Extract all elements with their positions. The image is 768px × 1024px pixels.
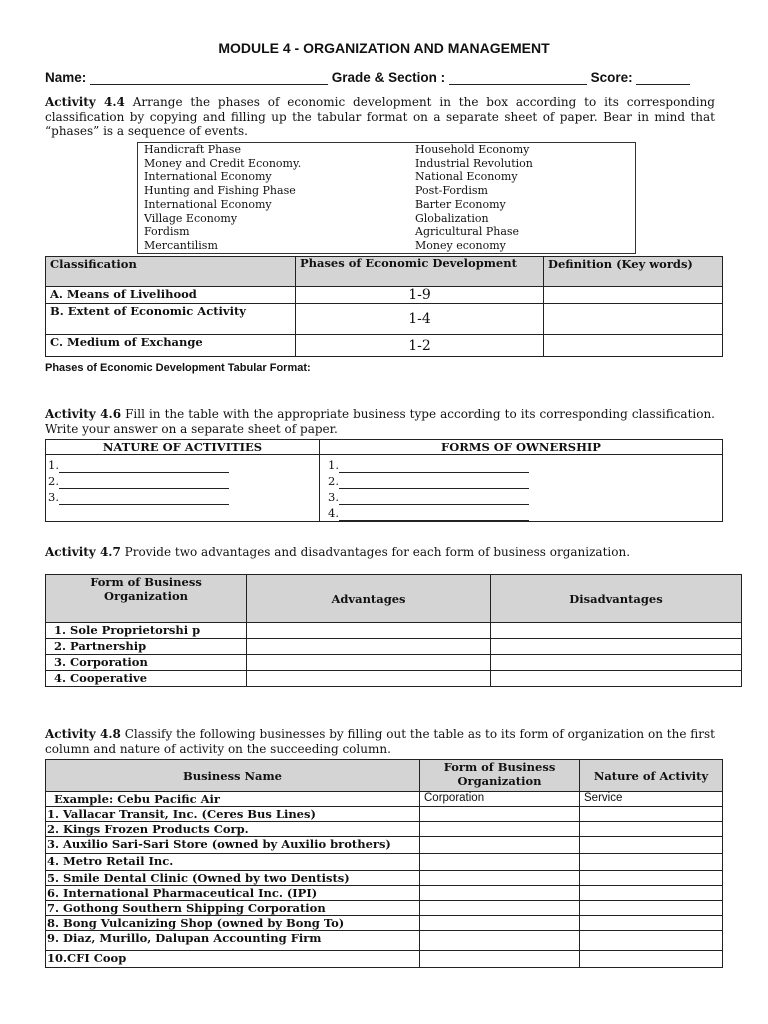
- forms-of-ownership-cell: [320, 455, 723, 522]
- business-form-row: [46, 671, 742, 687]
- business-name-cell: 4. Metro Retail Inc.: [46, 854, 420, 871]
- answer-line[interactable]: [48, 473, 319, 489]
- business-form-row: [46, 655, 742, 671]
- phase-item: Post-Fordism: [415, 184, 488, 198]
- answer-blank[interactable]: [339, 462, 529, 473]
- business-name-cell: 8. Bong Vulcanizing Shop (owned by Bong To): [46, 916, 420, 931]
- business-row: [46, 886, 723, 901]
- answer-blank[interactable]: [59, 462, 229, 473]
- form-of-organization-cell[interactable]: [420, 901, 580, 916]
- classification-cell: A. Means of Livelihood: [46, 287, 296, 304]
- answer-line[interactable]: [48, 457, 319, 473]
- answer-number: 3.: [328, 490, 339, 504]
- business-name-cell: 5. Smile Dental Clinic (Owned by two Dentists): [46, 871, 420, 886]
- answer-blank[interactable]: [339, 478, 529, 489]
- activity-4-8-instructions: [45, 727, 715, 756]
- business-row: [46, 837, 723, 854]
- form-of-organization-cell[interactable]: [420, 807, 580, 822]
- answer-number: 4.: [328, 506, 339, 520]
- form-of-organization-cell[interactable]: [420, 822, 580, 837]
- example-business-name: Example: Cebu Pacific Air: [46, 792, 420, 807]
- phases-cell[interactable]: 1-4: [296, 304, 544, 335]
- definition-cell[interactable]: [544, 287, 723, 304]
- phase-item: Money and Credit Economy.: [144, 156, 302, 170]
- activity-4-7-instructions: [45, 545, 715, 560]
- classification-row: [46, 287, 723, 304]
- classification-cell: B. Extent of Economic Activity: [46, 304, 296, 335]
- business-row: [46, 871, 723, 886]
- activity-4-6-instructions: [45, 407, 715, 436]
- nature-of-activity-cell[interactable]: [580, 886, 723, 901]
- answer-line[interactable]: [328, 457, 722, 473]
- answer-line[interactable]: [328, 473, 722, 489]
- business-name-cell: 6. International Pharmaceutical Inc. (IPI): [46, 886, 420, 901]
- activity-4-4-text: Arrange the phases of economic development in the box according to its corresponding classification by copying and filling up the tabular format on a separate sheet of paper. Bear in mind that “phases” is a sequence of events.: [45, 95, 715, 138]
- score-label: Score:: [590, 70, 633, 85]
- business-form-row: [46, 623, 742, 639]
- header-nature-of-activities: NATURE OF ACTIVITIES: [46, 440, 320, 455]
- classification-row: [46, 304, 723, 335]
- phase-item: Household Economy: [415, 143, 530, 156]
- form-of-organization-cell[interactable]: [420, 931, 580, 951]
- header-disadvantages: Disadvantages: [491, 575, 742, 623]
- activity-4-6-text: Fill in the table with the appropriate business type according to its corresponding classification. Write your answer on a separate sheet of paper.: [45, 407, 715, 436]
- student-info-line: [45, 70, 690, 85]
- header-form-of-organization: Form of Business Organization: [420, 760, 580, 792]
- phase-item: International Economy: [144, 170, 272, 184]
- nature-of-activity-cell[interactable]: [580, 837, 723, 854]
- header-forms-of-ownership: FORMS OF OWNERSHIP: [320, 440, 723, 455]
- answer-blank[interactable]: [59, 478, 229, 489]
- nature-of-activities-cell: [46, 455, 320, 522]
- form-of-organization-cell[interactable]: [420, 871, 580, 886]
- business-name-cell: 10.CFI Coop: [46, 951, 420, 968]
- activity-4-8-label: Activity 4.8: [45, 727, 121, 741]
- phases-box-right-column: [415, 143, 533, 253]
- nature-of-activity-cell[interactable]: [580, 854, 723, 871]
- business-row: [46, 901, 723, 916]
- business-form-cell: 1. Sole Proprietorshi p: [46, 623, 247, 639]
- answer-number: 1.: [48, 458, 59, 472]
- phase-item: Village Economy: [144, 211, 238, 225]
- business-name-cell: 1. Vallacar Transit, Inc. (Ceres Bus Lines): [46, 807, 420, 822]
- business-name-cell: 3. Auxilio Sari-Sari Store (owned by Auxilio brothers): [46, 837, 420, 854]
- page-title: MODULE 4 - ORGANIZATION AND MANAGEMENT: [218, 40, 550, 56]
- activity-4-8-text: Classify the following businesses by filling out the table as to its form of organization on the first column and nature of activity on the succeeding column.: [45, 727, 715, 756]
- disadvantages-cell[interactable]: [491, 639, 742, 655]
- header-form-of-business: Form of Business Organization: [46, 575, 247, 623]
- form-of-organization-cell[interactable]: [420, 951, 580, 968]
- phase-item: National Economy: [415, 170, 518, 184]
- activity-4-6-label: Activity 4.6: [45, 407, 122, 421]
- phase-item: Industrial Revolution: [415, 156, 533, 170]
- grade-section-field[interactable]: [449, 74, 587, 85]
- nature-of-activity-cell[interactable]: [580, 807, 723, 822]
- example-form: Corporation: [420, 792, 580, 807]
- nature-of-activity-cell[interactable]: [580, 931, 723, 951]
- classification-row: [46, 335, 723, 357]
- classification-cell: C. Medium of Exchange: [46, 335, 296, 357]
- grade-section-label: Grade & Section :: [331, 70, 446, 85]
- business-row: [46, 854, 723, 871]
- header-advantages: Advantages: [247, 575, 491, 623]
- business-form-row: [46, 639, 742, 655]
- answer-blank[interactable]: [339, 510, 529, 521]
- header-phases: Phases of Economic Development: [296, 257, 544, 287]
- name-label: Name:: [45, 70, 87, 85]
- phase-item: Fordism: [144, 225, 190, 239]
- answer-number: 1.: [328, 458, 339, 472]
- answer-line[interactable]: [328, 489, 722, 505]
- nature-of-activity-cell[interactable]: [580, 901, 723, 916]
- header-definition: Definition (Key words): [544, 257, 723, 287]
- business-row: [46, 931, 723, 951]
- phases-cell[interactable]: 1-9: [296, 287, 544, 304]
- name-field[interactable]: [90, 74, 328, 85]
- phase-item: Globalization: [415, 211, 489, 225]
- business-name-cell: 9. Diaz, Murillo, Dalupan Accounting Firm: [46, 931, 420, 951]
- disadvantages-cell[interactable]: [491, 671, 742, 687]
- header-classification: Classification: [46, 257, 296, 287]
- nature-of-activity-cell[interactable]: [580, 822, 723, 837]
- business-form-cell: 2. Partnership: [46, 639, 247, 655]
- advantages-cell[interactable]: [247, 639, 491, 655]
- activity-4-7-table: [45, 574, 742, 687]
- phases-box-left-column: [144, 143, 301, 253]
- business-name-cell: 2. Kings Frozen Products Corp.: [46, 822, 420, 837]
- phases-cell[interactable]: 1-2: [296, 335, 544, 357]
- business-row: [46, 807, 723, 822]
- business-row: [46, 822, 723, 837]
- answer-number: 2.: [328, 474, 339, 488]
- form-of-organization-cell[interactable]: [420, 886, 580, 901]
- form-of-organization-cell[interactable]: [420, 854, 580, 871]
- activity-4-4-table: [45, 256, 723, 357]
- phase-item: Mercantilism: [144, 238, 218, 252]
- business-row: [46, 916, 723, 931]
- nature-of-activity-cell[interactable]: [580, 871, 723, 886]
- form-of-organization-cell[interactable]: [420, 837, 580, 854]
- answer-line[interactable]: [48, 489, 319, 505]
- business-row: [46, 951, 723, 968]
- answer-number: 2.: [48, 474, 59, 488]
- advantages-cell[interactable]: [247, 671, 491, 687]
- nature-of-activity-cell[interactable]: [580, 951, 723, 968]
- activity-4-4-instructions: [45, 95, 715, 139]
- activity-4-7-text: Provide two advantages and disadvantages for each form of business organization.: [124, 545, 631, 559]
- activity-4-4-label: Activity 4.4: [45, 95, 125, 109]
- answer-number: 3.: [48, 490, 59, 504]
- score-field[interactable]: [636, 74, 690, 85]
- disadvantages-cell[interactable]: [491, 655, 742, 671]
- definition-cell[interactable]: [544, 335, 723, 357]
- header-business-name: Business Name: [46, 760, 420, 792]
- business-form-cell: 3. Corporation: [46, 655, 247, 671]
- form-of-organization-cell[interactable]: [420, 916, 580, 931]
- business-name-cell: 7. Gothong Southern Shipping Corporation: [46, 901, 420, 916]
- advantages-cell[interactable]: [247, 623, 491, 639]
- answer-line[interactable]: [328, 505, 722, 521]
- phase-item: Money economy: [415, 238, 506, 252]
- example-row: [46, 792, 723, 807]
- answer-blank[interactable]: [59, 494, 229, 505]
- phase-item: International Economy: [144, 197, 272, 211]
- phases-box: [137, 142, 636, 254]
- definition-cell[interactable]: [544, 304, 723, 335]
- header-nature-of-activity: Nature of Activity: [580, 760, 723, 792]
- example-nature: Service: [580, 792, 723, 807]
- phase-item: Hunting and Fishing Phase: [144, 184, 296, 198]
- disadvantages-cell[interactable]: [491, 623, 742, 639]
- advantages-cell[interactable]: [247, 655, 491, 671]
- activity-4-6-table: [45, 439, 723, 522]
- phase-item: Barter Economy: [415, 197, 506, 211]
- nature-of-activity-cell[interactable]: [580, 916, 723, 931]
- table-caption: Phases of Economic Development Tabular Format:: [45, 362, 311, 374]
- answer-blank[interactable]: [339, 494, 529, 505]
- business-form-cell: 4. Cooperative: [46, 671, 247, 687]
- activity-4-8-table: [45, 759, 723, 968]
- phase-item: Agricultural Phase: [415, 225, 520, 239]
- activity-4-7-label: Activity 4.7: [45, 545, 121, 559]
- phase-item: Handicraft Phase: [144, 143, 241, 156]
